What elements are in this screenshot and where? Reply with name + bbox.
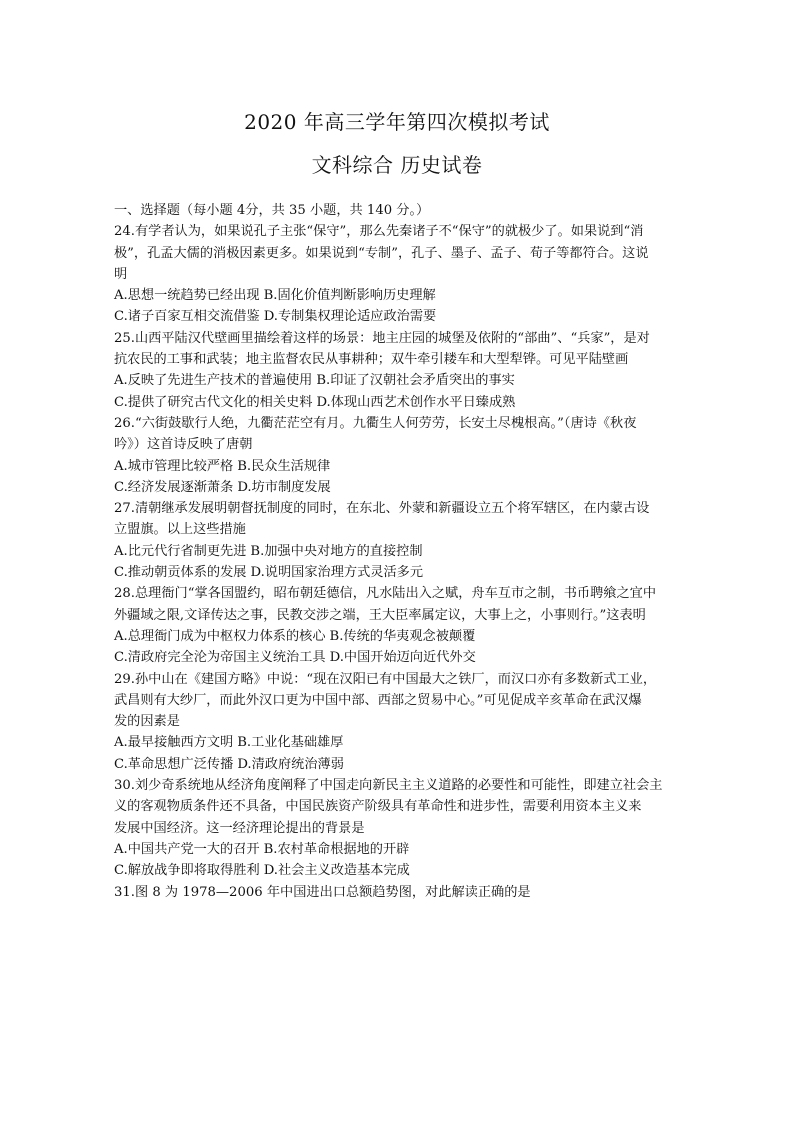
option-row (114, 541, 682, 562)
question-stem-line: 吟》）这首诗反映了唐朝 (114, 437, 253, 453)
question-block (114, 669, 682, 775)
answer-option: C.清政府完全沦为帝国主义统治工具 (114, 650, 326, 666)
answer-option: B.民众生活规律 (237, 458, 331, 474)
question-stem-line: 立盟旗。以上这些措施 (114, 522, 246, 538)
option-row (114, 562, 682, 583)
option-row (114, 370, 682, 391)
answer-option: D.社会主义改造基本完成 (263, 863, 410, 879)
section-header: 一、选择题（每小题 4分，共 35 小题，共 140 分。） (114, 203, 430, 218)
option-row (114, 732, 682, 753)
answer-option: A.反映了先进生产技术的普遍使用 (114, 373, 313, 389)
answer-option: B.工业化基础雄厚 (237, 735, 344, 751)
answer-option: A.比元代行省制更先进 (114, 543, 247, 559)
exam-subtitle: 文科综合 历史试卷 (311, 153, 483, 177)
exam-body (114, 200, 682, 903)
option-row (114, 860, 682, 881)
answer-option: A.思想一统趋势已经出现 (114, 288, 260, 304)
question-list (114, 221, 682, 903)
answer-option: A.中国共产党一大的召开 (114, 841, 260, 857)
answer-option: C.革命思想广泛传播 (114, 756, 234, 772)
answer-option: B.固化价值判断影响历史理解 (263, 288, 436, 304)
question-block (114, 221, 682, 327)
answer-option: B.印证了汉朝社会矛盾突出的事实 (316, 373, 515, 389)
question-block (114, 413, 682, 498)
answer-option: D.体现山西艺术创作水平日臻成熟 (316, 394, 516, 410)
question-stem-line: 义的客观物质条件还不具备，中国民族资产阶级具有革命性和进步性，需要利用资本主义来 (114, 799, 642, 815)
answer-option: D.专制集权理论适应政治需要 (263, 309, 437, 325)
answer-option: C.提供了研究古代文化的相关史料 (114, 394, 313, 410)
answer-option: A.城市管理比较严格 (114, 458, 234, 474)
answer-option: D.清政府统治薄弱 (237, 756, 344, 772)
question-stem-line: 25.山西平陆汉代壁画里描绘着这样的场景：地主庄园的城堡及依附的“部曲”、“兵家”，是对 (114, 330, 650, 346)
answer-option: B.传统的华夷观念被颠覆 (329, 628, 476, 644)
answer-option: B.农村革命根据地的开辟 (263, 841, 410, 857)
question-stem-line: 30.刘少奇系统地从经济角度阐释了中国走向新民主主义道路的必要性和可能性，即建立社会主 (114, 778, 663, 794)
question-stem-line: 武昌则有大纱厂，而此外汉口更为中国中部、西部之贸易中心。”可见促成辛亥革命在武汉爆 (114, 692, 642, 708)
option-row (114, 647, 682, 668)
option-row (114, 456, 682, 477)
answer-option: A.总理衙门成为中枢权力体系的核心 (114, 628, 326, 644)
question-block (114, 882, 682, 903)
question-stem-line: 明 (114, 266, 128, 282)
answer-option: A.最早接触西方文明 (114, 735, 234, 751)
question-stem-line: 抗农民的工事和武装；地主监督农民从事耕种；双牛牵引耧车和大型犁铧。可见平陆壁画 (114, 352, 629, 368)
question-stem-line: 31.图 8 为 1978—2006 年中国进出口总额趋势图，对此解读正确的是 (114, 884, 531, 900)
answer-option: D.坊市制度发展 (237, 479, 331, 495)
option-row (114, 477, 682, 498)
question-block (114, 775, 682, 881)
answer-option: C.解放战争即将取得胜利 (114, 863, 260, 879)
question-block (114, 583, 682, 668)
question-block (114, 498, 682, 583)
question-stem-line: 极”，孔孟大儒的消极因素更多。如果说到“专制”，孔子、墨子、孟子、荀子等都符合。这说 (114, 245, 649, 261)
question-stem-line: 发展中国经济。这一经济理论提出的背景是 (114, 820, 365, 836)
exam-title: 2020 年高三学年第四次模拟考试 (244, 110, 550, 134)
question-stem-line: 外疆域之限,文译传达之事，民教交涉之端，王大臣率属定议，大事上之，小事则行。”这表明 (114, 607, 646, 623)
question-stem-line: 发的因素是 (114, 714, 180, 730)
question-block (114, 328, 682, 413)
answer-option: C.推动朝贡体系的发展 (114, 565, 247, 581)
answer-option: D.说明国家治理方式灵活多元 (250, 565, 424, 581)
question-stem-line: 24.有学者认为，如果说孔子主张“保守”，那么先秦诸子不“保守”的就极少了。如果说到“消 (114, 224, 644, 240)
option-row (114, 839, 682, 860)
option-row (114, 306, 682, 327)
question-stem-line: 28.总理衙门“掌各国盟约，昭布朝廷德信，凡水陆出入之赋，舟车互市之制，书币聘飨之宜中 (114, 586, 657, 602)
option-row (114, 626, 682, 647)
answer-option: C.诸子百家互相交流借鉴 (114, 309, 260, 325)
answer-option: D.中国开始迈向近代外交 (329, 650, 476, 666)
answer-option: C.经济发展逐渐萧条 (114, 479, 234, 495)
option-row (114, 392, 682, 413)
option-row (114, 285, 682, 306)
question-stem-line: 29.孙中山在《建国方略》中说：“现在汉阳已有中国最大之铁厂，而汉口亦有多数新式工业， (114, 671, 657, 687)
option-row (114, 754, 682, 775)
question-stem-line: 27.清朝继承发展明朝督抚制度的同时，在东北、外蒙和新疆设立五个将军辖区，在内蒙古设 (114, 501, 650, 517)
answer-option: B.加强中央对地方的直接控制 (250, 543, 423, 559)
question-stem-line: 26.“六街鼓歇行人绝，九衢茫茫空有月。九衢生人何劳劳，长安土尽槐根高。”（唐诗《秋夜 (114, 415, 637, 431)
